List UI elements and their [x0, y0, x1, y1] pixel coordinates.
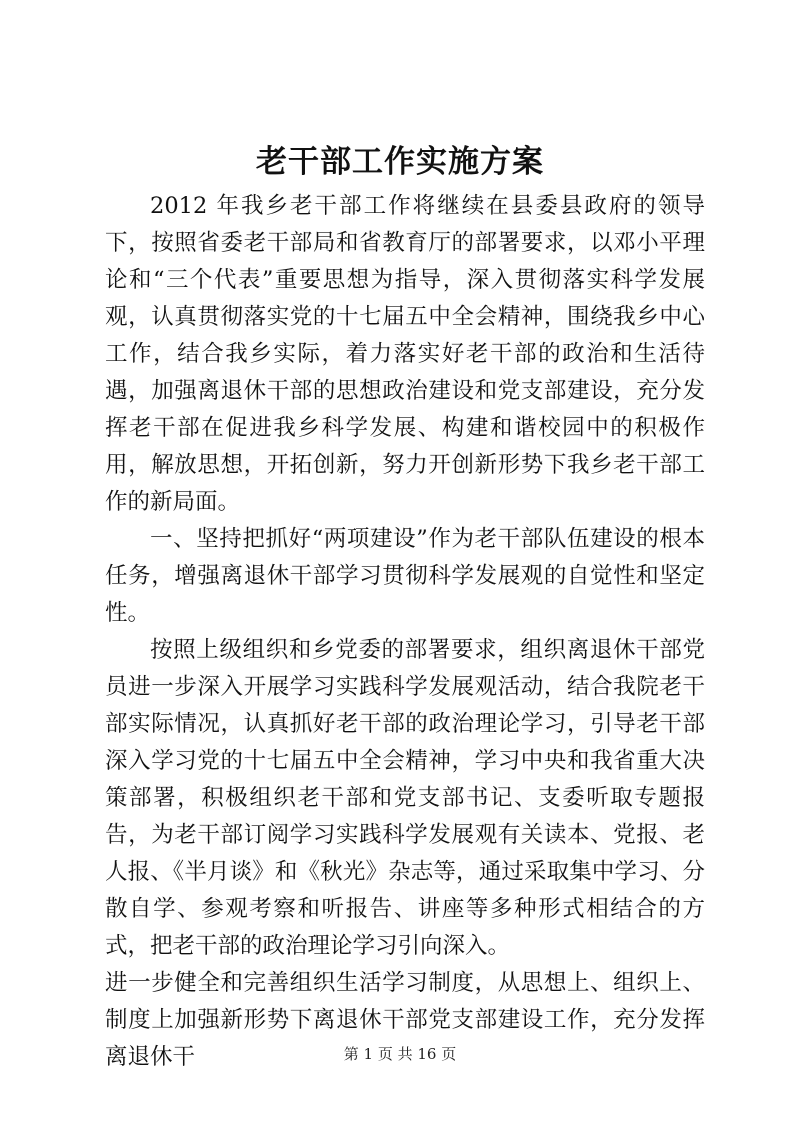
paragraph-intro: 2012 年我乡老干部工作将继续在县委县政府的领导下，按照省委老干部局和省教育厅的部署要求，以邓小平理论和“三个代表”重要思想为指导，深入贯彻落实科学发展观，认真贯彻落实党的十七届五中全会精神，围绕我乡中心工作，结合我乡实际，着力落实好老干部的政治和生活待遇，加强离退休干部的思想政治建设和党支部建设，充分发挥老干部在促进我乡科学发展、构建和谐校园中的积极作用，解放思想，开拓创新，努力开创新形势下我乡老干部工作的新局面。 — [105, 193, 705, 515]
document-title: 老干部工作实施方案 — [256, 144, 544, 180]
page-number-footer: 第 1 页 共 16 页 — [343, 1045, 457, 1063]
paragraph-continuation: 进一步健全和完善组织生活学习制度，从思想上、组织上、制度上加强新形势下离退休干部党支部建设工作，充分发挥离退休干 — [105, 970, 705, 1070]
paragraph-section-one-body: 按照上级组织和乡党委的部署要求，组织离退休干部党员进一步深入开展学习实践科学发展观活动，结合我院老干部实际情况，认真抓好老干部的政治理论学习，引导老干部深入学习党的十七届五中全会精神，学习中央和我省重大决策部署，积极组织老干部和党支部书记、支委听取专题报告，为老干部订阅学习实践科学发展观有关读本、党报、老人报、《半月谈》和《秋光》杂志等，通过采取集中学习、分散自学、参观考察和听报告、讲座等多种形式相结合的方式，把老干部的政治理论学习引向深入。 — [105, 637, 705, 959]
paragraph-section-one-heading: 一、坚持把抓好“两项建设”作为老干部队伍建设的根本任务，增强离退休干部学习贯彻科学发展观的自觉性和坚定性。 — [105, 526, 705, 626]
document-body — [105, 188, 705, 1076]
